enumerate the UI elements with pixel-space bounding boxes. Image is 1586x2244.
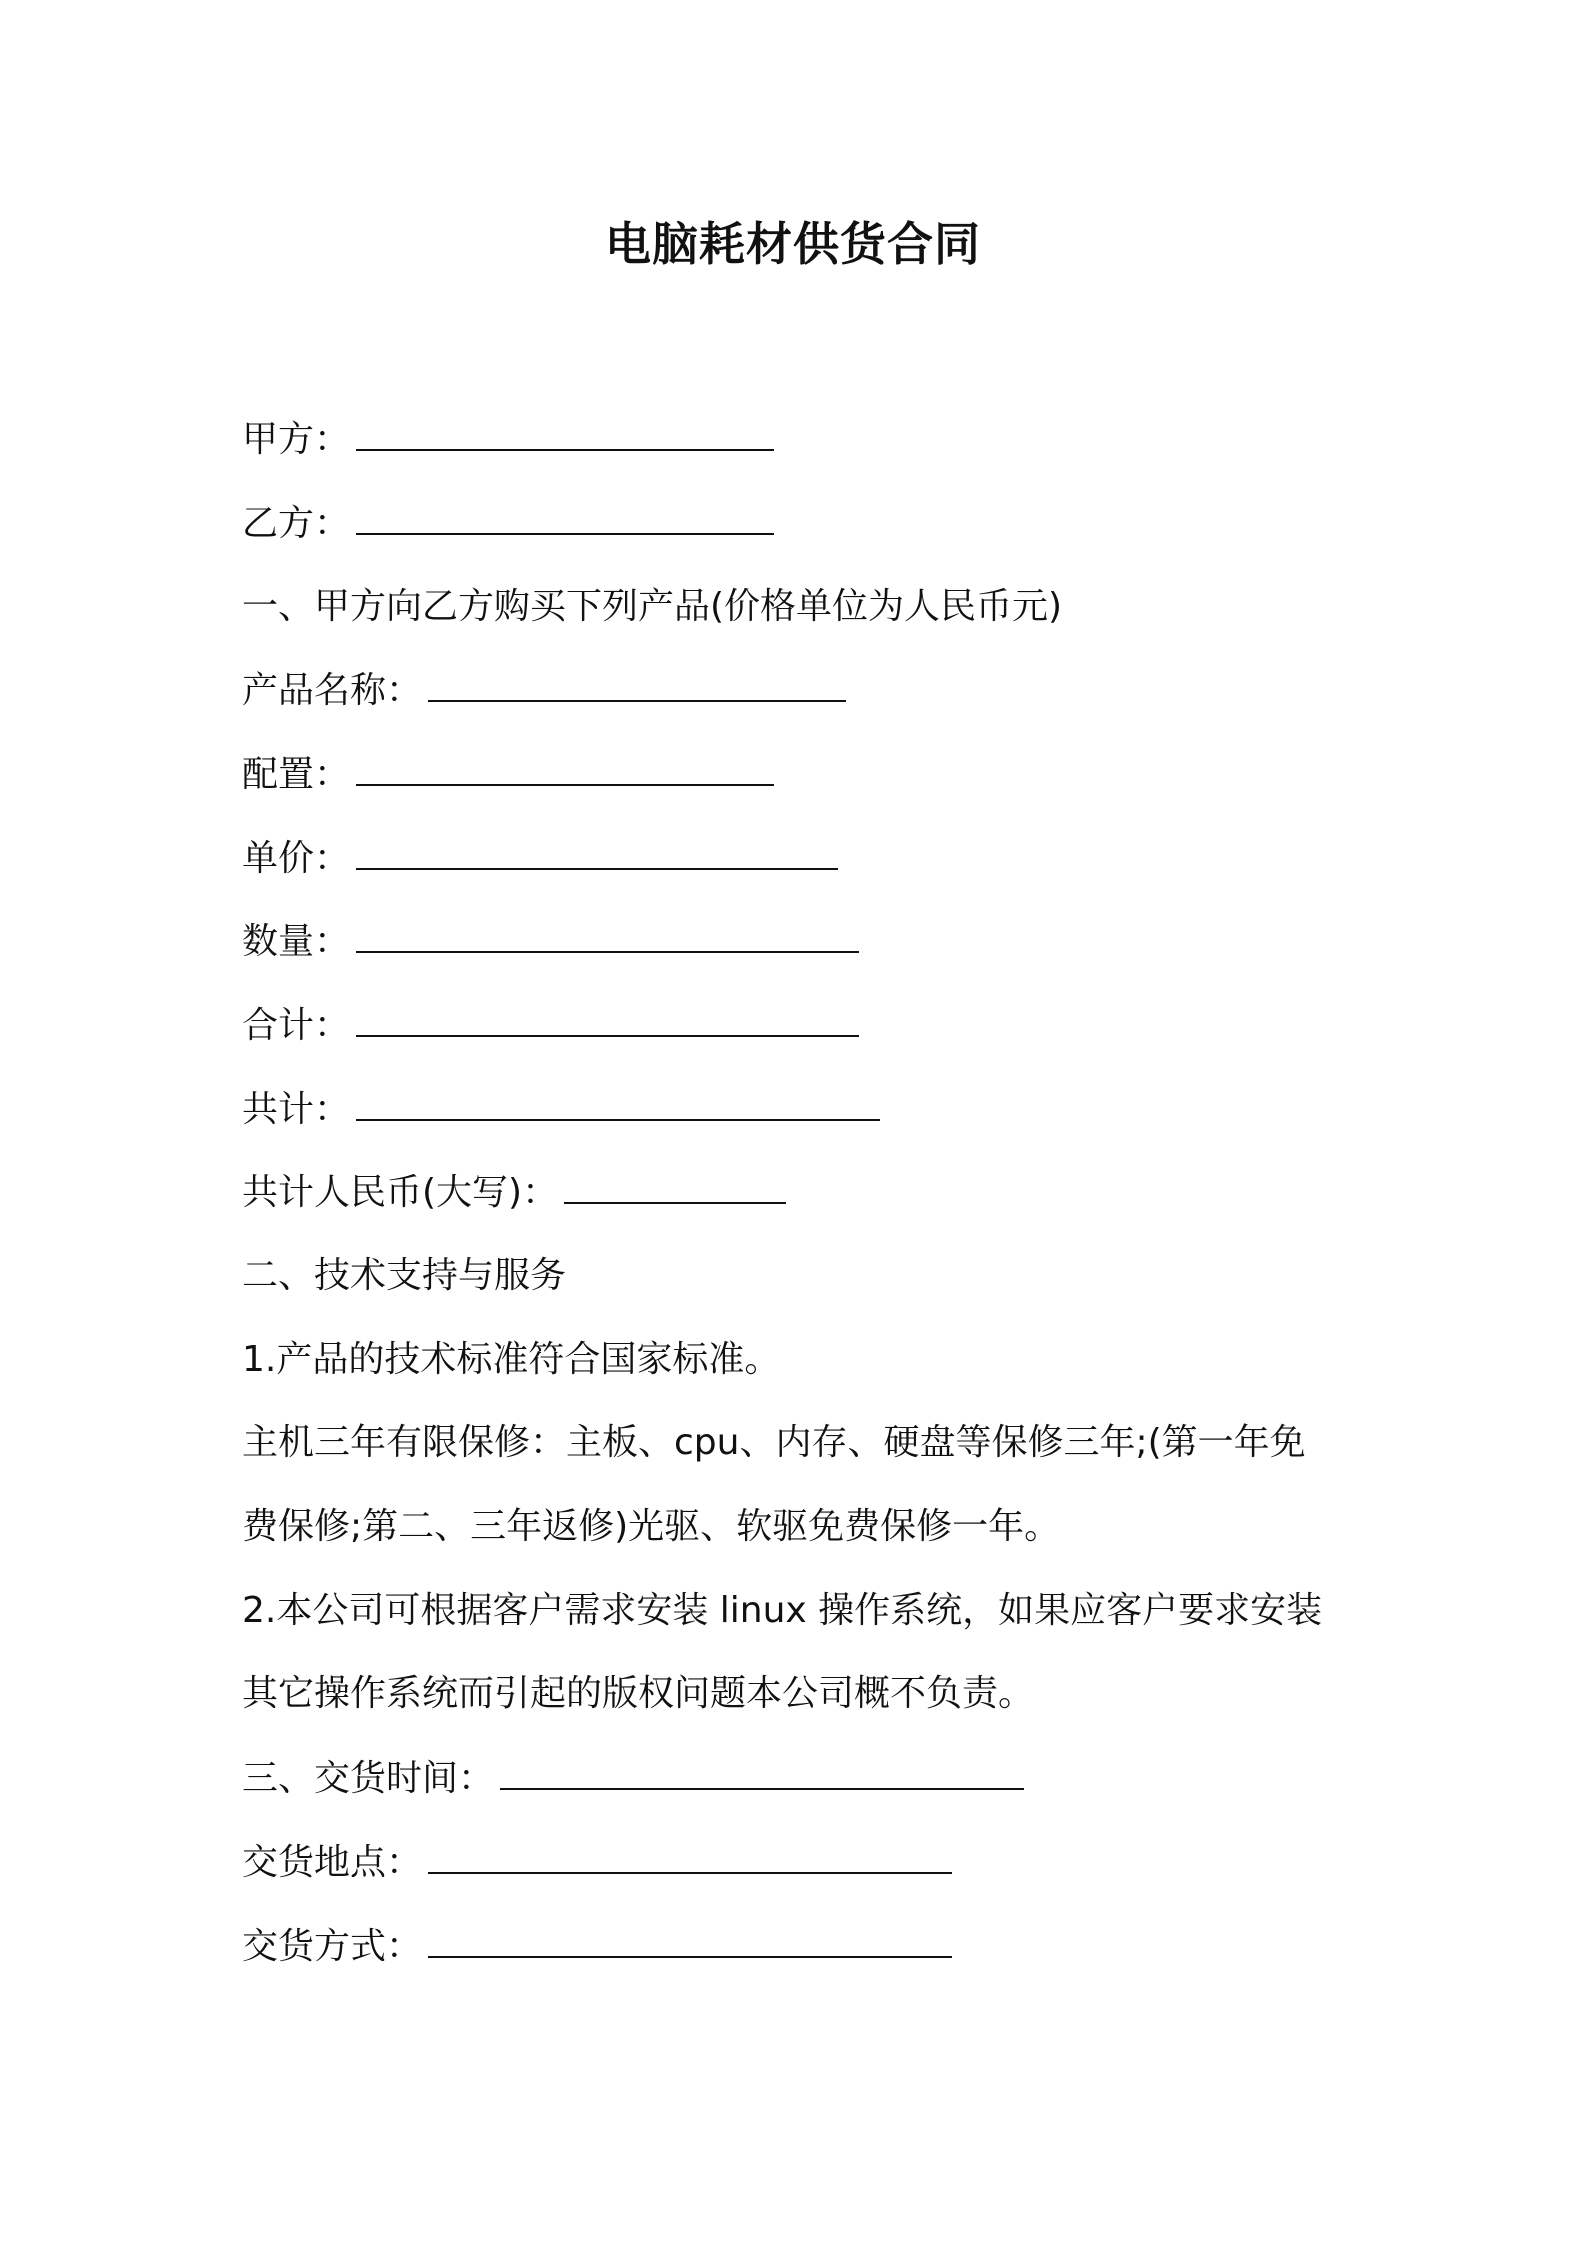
total-label: 共计： — [242, 1089, 351, 1130]
unit-price-line — [242, 834, 838, 883]
total-line — [242, 1085, 880, 1134]
configuration-line — [242, 750, 774, 799]
party-b-blank[interactable] — [356, 499, 774, 535]
os-install-line-1 — [242, 1587, 1322, 1635]
subtotal-line — [242, 1001, 859, 1050]
page-title: 电脑耗材供货合同 — [605, 217, 981, 271]
delivery-method-blank[interactable] — [428, 1922, 952, 1958]
party-b-label: 乙方： — [242, 503, 351, 544]
warranty-line-2 — [242, 1503, 1060, 1551]
section-two-heading — [242, 1252, 566, 1300]
delivery-method-line — [242, 1922, 952, 1971]
product-name-line — [242, 666, 846, 715]
total-rmb-words-blank[interactable] — [564, 1168, 786, 1204]
product-name-blank[interactable] — [428, 666, 846, 702]
product-name-label: 产品名称： — [242, 670, 423, 711]
party-a-blank[interactable] — [356, 415, 774, 451]
total-rmb-words-label: 共计人民币(大写)： — [242, 1172, 559, 1213]
unit-price-blank[interactable] — [356, 834, 838, 870]
quantity-label: 数量： — [242, 921, 351, 962]
section-two-text: 二、技术支持与服务 — [242, 1255, 567, 1296]
configuration-blank[interactable] — [356, 750, 774, 786]
section-one-heading — [242, 583, 1062, 631]
subtotal-label: 合计： — [242, 1005, 351, 1046]
delivery-place-blank[interactable] — [428, 1838, 952, 1874]
party-a-line — [242, 415, 774, 464]
party-b-line — [242, 499, 774, 548]
os-install-line-2 — [242, 1670, 1034, 1718]
warranty-line-1 — [242, 1419, 1306, 1467]
total-blank[interactable] — [356, 1085, 880, 1121]
delivery-time-label: 三、交货时间： — [242, 1758, 495, 1799]
delivery-place-label: 交货地点： — [242, 1842, 423, 1883]
party-a-label: 甲方： — [242, 419, 351, 460]
os-install-text-2: 其它操作系统而引起的版权问题本公司概不负责。 — [242, 1673, 1035, 1714]
quantity-line — [242, 917, 859, 966]
delivery-place-line — [242, 1838, 952, 1887]
os-install-text-1: 2.本公司可根据客户需求安装 linux 操作系统，如果应客户要求安装 — [242, 1590, 1323, 1631]
unit-price-label: 单价： — [242, 838, 351, 879]
delivery-time-blank[interactable] — [500, 1754, 1024, 1790]
tech-standard-text: 1.产品的技术标准符合国家标准。 — [242, 1339, 781, 1380]
warranty-text-1: 主机三年有限保修：主板、cpu、内存、硬盘等保修三年;(第一年免 — [242, 1422, 1306, 1463]
warranty-text-2: 费保修;第二、三年返修)光驱、软驱免费保修一年。 — [242, 1506, 1061, 1547]
configuration-label: 配置： — [242, 754, 351, 795]
quantity-blank[interactable] — [356, 917, 859, 953]
tech-standard-line — [242, 1336, 780, 1384]
delivery-method-label: 交货方式： — [242, 1926, 423, 1967]
delivery-time-line — [242, 1754, 1024, 1803]
section-one-text: 一、甲方向乙方购买下列产品(价格单位为人民币元) — [242, 586, 1063, 627]
total-rmb-words-line — [242, 1168, 786, 1217]
subtotal-blank[interactable] — [356, 1001, 859, 1037]
